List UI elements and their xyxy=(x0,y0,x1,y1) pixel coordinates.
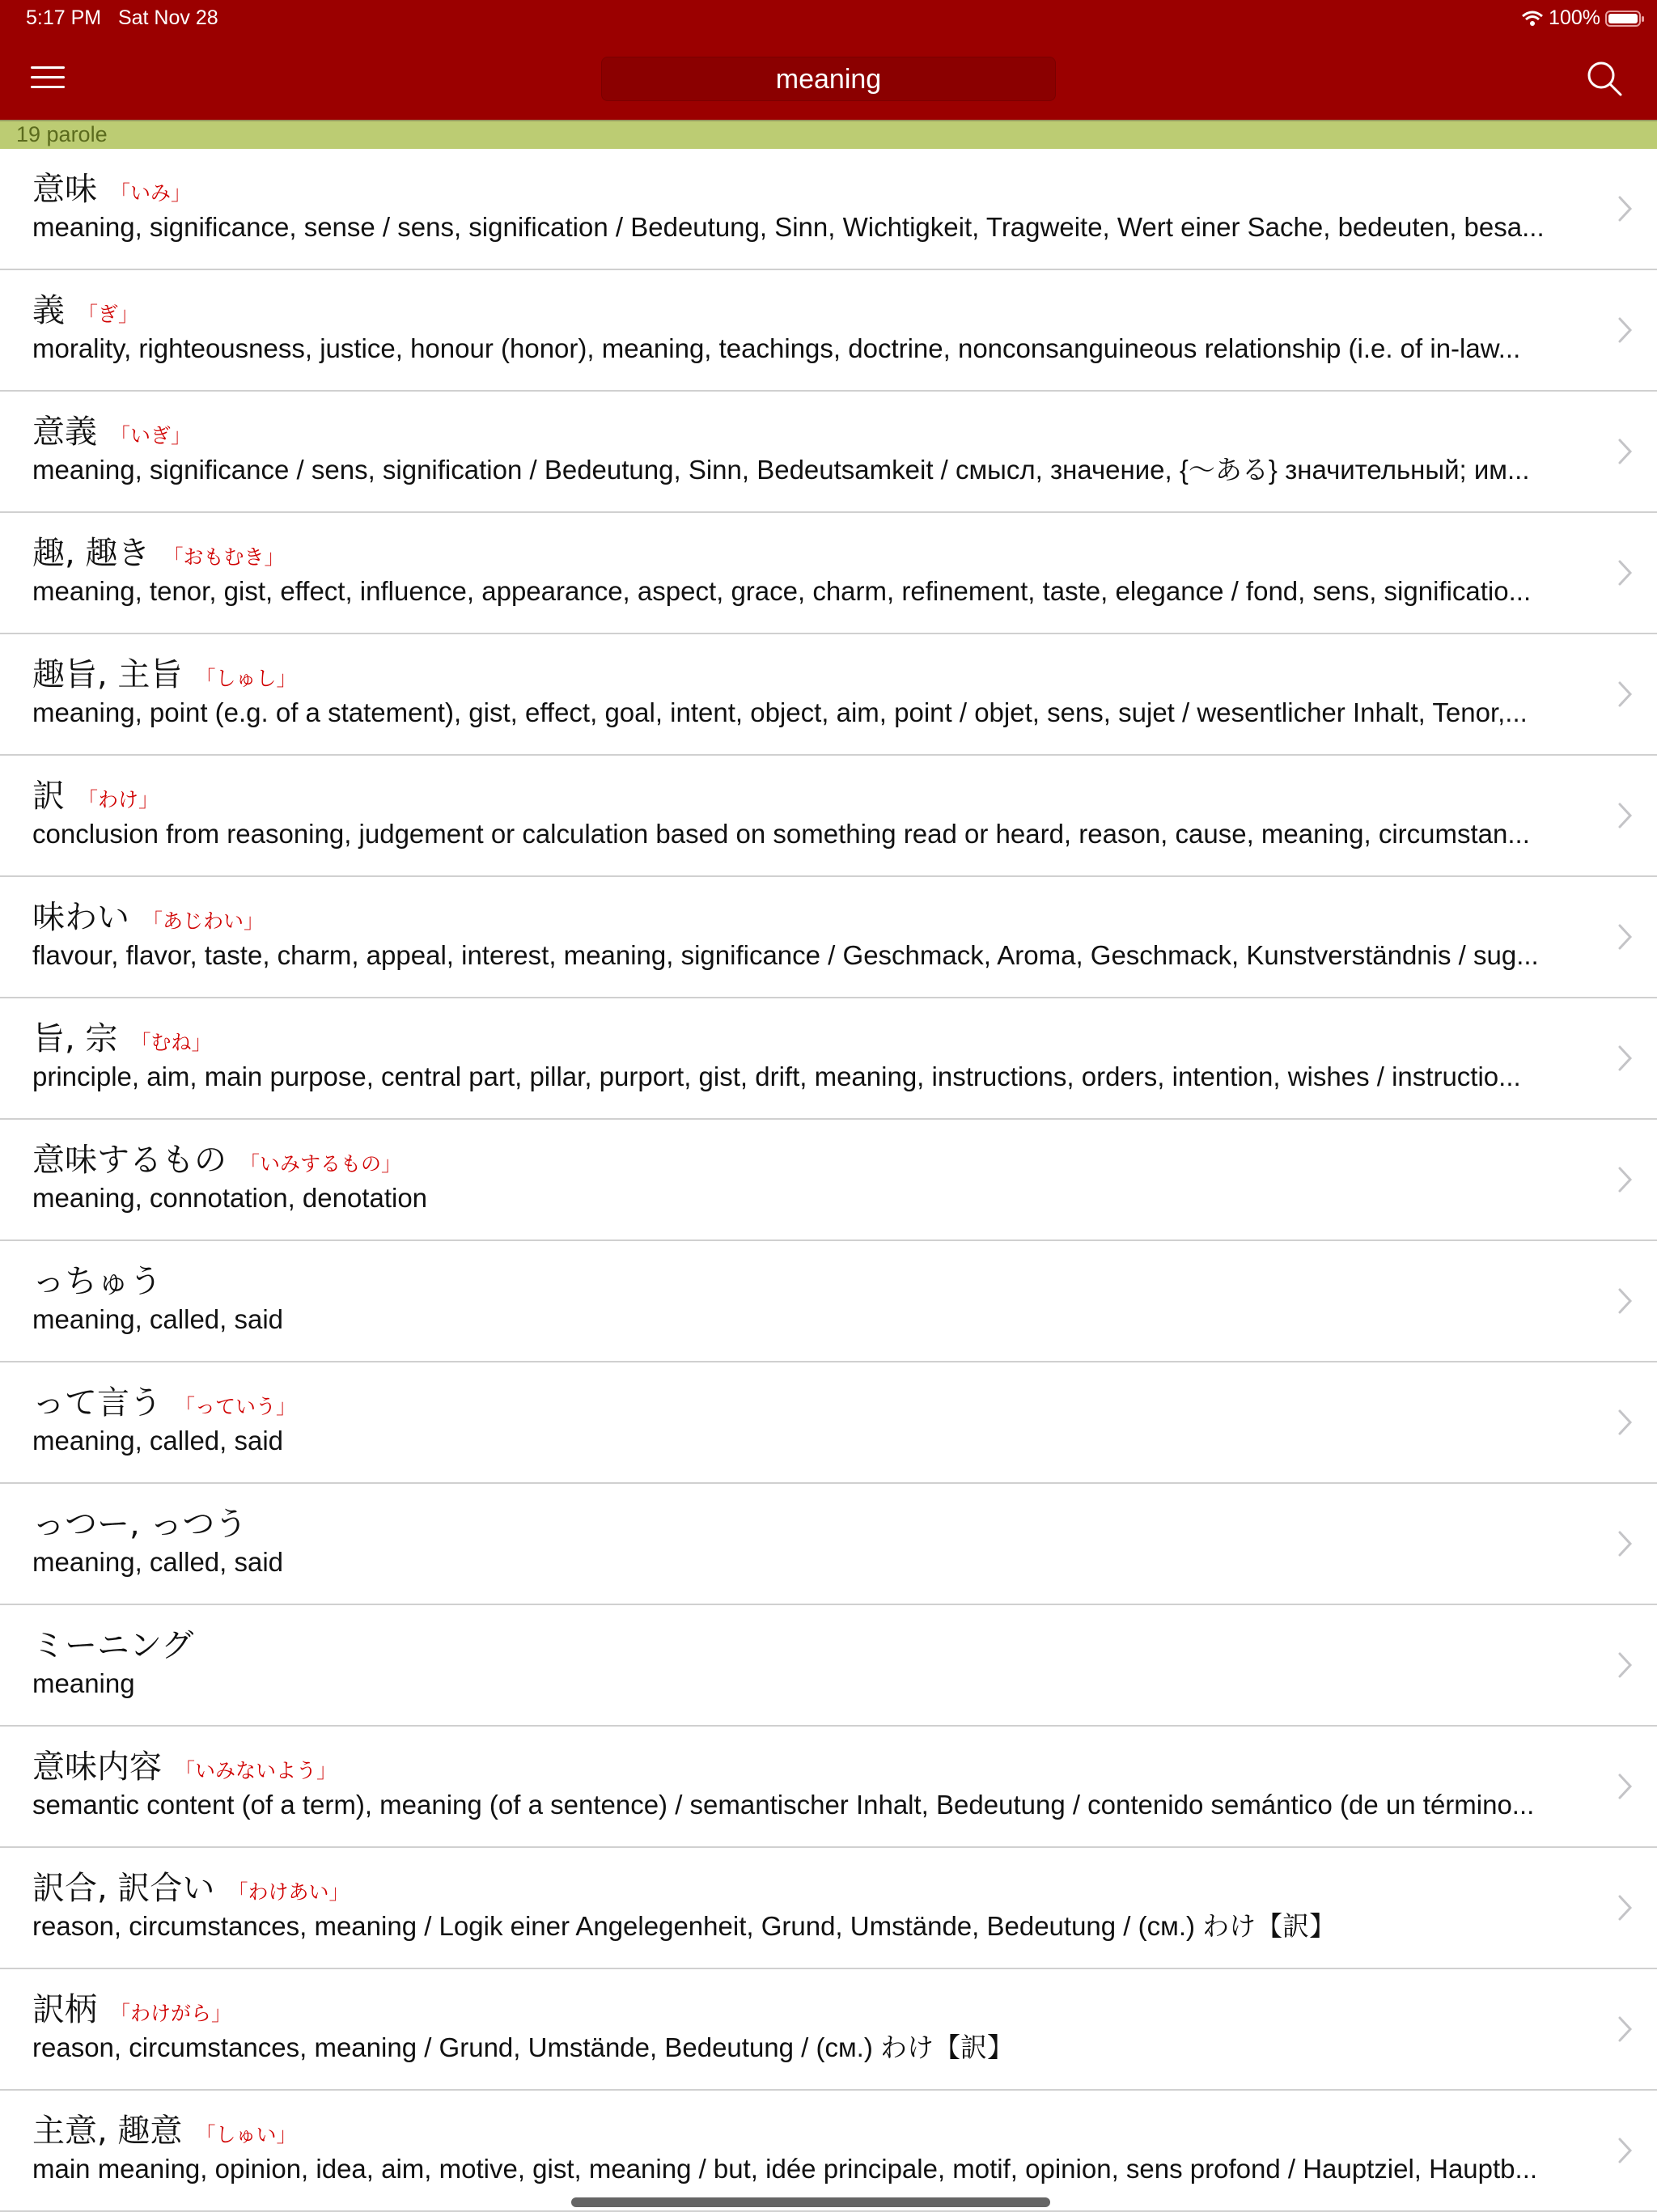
entry-reading: 「わけ」 xyxy=(78,788,159,811)
list-item[interactable] xyxy=(0,1484,1657,1605)
chevron-right-icon xyxy=(1617,1408,1634,1437)
entry-gloss: flavour, flavor, taste, charm, appeal, interest, meaning, significance / Geschmack, Aroma, Geschmack, Kunstverständnis / sug... xyxy=(32,940,1539,970)
list-item[interactable] xyxy=(0,1362,1657,1484)
home-indicator[interactable] xyxy=(571,2197,1050,2207)
menu-button[interactable] xyxy=(31,66,65,91)
entry-reading: 「わけがら」 xyxy=(110,2002,232,2025)
entry-heading xyxy=(32,285,138,331)
chevron-right-icon xyxy=(1617,680,1634,709)
entry-heading xyxy=(32,1498,260,1545)
list-item[interactable] xyxy=(0,1605,1657,1727)
entry-gloss: meaning, significance, sense / sens, signification / Bedeutung, Sinn, Wichtigkeit, Tragweite, Wert einer Sache, bedeuten, besa... xyxy=(32,212,1545,242)
entry-heading xyxy=(32,528,284,574)
entry-reading: 「っていう」 xyxy=(175,1395,297,1418)
entry-reading: 「いみないよう」 xyxy=(175,1759,337,1782)
entry-word: って言う xyxy=(32,1384,162,1422)
entry-gloss: reason, circumstances, meaning / Grund, Umstände, Bedeutung / (см.) わけ【訳】 xyxy=(32,2032,1015,2062)
chevron-right-icon xyxy=(1617,922,1634,951)
entry-gloss: meaning, called, said xyxy=(32,1304,284,1334)
entry-heading xyxy=(32,1013,211,1059)
result-count: 19 parole xyxy=(0,120,1657,149)
chevron-right-icon xyxy=(1617,1893,1634,1922)
entry-heading xyxy=(32,1862,349,1909)
list-item[interactable] xyxy=(0,634,1657,756)
list-item[interactable] xyxy=(0,270,1657,392)
entry-reading: 「あじわい」 xyxy=(142,909,265,933)
entry-reading: 「しゅし」 xyxy=(195,667,297,690)
chevron-right-icon xyxy=(1617,194,1634,223)
entry-word: 訳 xyxy=(32,778,65,815)
entry-word: 趣旨, 主旨 xyxy=(32,656,183,693)
entry-word: 旨, 宗 xyxy=(32,1020,118,1057)
chevron-right-icon xyxy=(1617,1165,1634,1194)
entry-gloss: meaning, called, said xyxy=(32,1547,284,1577)
entry-gloss: conclusion from reasoning, judgement or calculation based on something read or heard, reason, cause, meaning, circumstan... xyxy=(32,819,1530,849)
list-item[interactable] xyxy=(0,998,1657,1120)
list-item[interactable] xyxy=(0,392,1657,513)
entry-word: 意味するもの xyxy=(32,1142,227,1179)
entry-gloss: meaning, significance / sens, signification / Bedeutung, Sinn, Bedeutsamkeit / смысл, значение, {～ある} значительный; им... xyxy=(32,455,1530,485)
entry-word: 訳合, 訳合い xyxy=(32,1870,215,1907)
entry-heading xyxy=(32,1377,296,1423)
results-list xyxy=(0,149,1657,2212)
entry-heading xyxy=(32,1256,175,1302)
chevron-right-icon xyxy=(1617,1651,1634,1680)
navigation-bar xyxy=(0,0,1657,120)
entry-reading: 「わけあい」 xyxy=(227,1880,350,1904)
entry-gloss: meaning, point (e.g. of a statement), gist, effect, goal, intent, object, aim, point / objet, sens, sujet / wesentlicher Inhalt, Tenor,... xyxy=(32,697,1528,727)
entry-heading xyxy=(32,406,191,452)
entry-word: 訳柄 xyxy=(32,1991,97,2028)
entry-reading: 「おもむき」 xyxy=(163,545,285,569)
entry-word: 主意, 趣意 xyxy=(32,2112,183,2150)
chevron-right-icon xyxy=(1617,801,1634,830)
entry-gloss: meaning, connotation, denotation xyxy=(32,1183,428,1213)
entry-heading xyxy=(32,1134,401,1180)
list-item[interactable] xyxy=(0,1969,1657,2091)
status-time-date xyxy=(26,6,218,30)
entry-gloss: semantic content (of a term), meaning (of a sentence) / semantischer Inhalt, Bedeutung / contenido semántico (de un término... xyxy=(32,1790,1535,1820)
entry-gloss: principle, aim, main purpose, central part, pillar, purport, gist, drift, meaning, instructions, orders, intention, wishes / instructio... xyxy=(32,1062,1521,1091)
entry-word: 趣, 趣き xyxy=(32,535,150,572)
chevron-right-icon xyxy=(1617,1044,1634,1073)
entry-heading xyxy=(32,1620,206,1666)
entry-heading xyxy=(32,892,264,938)
status-indicators xyxy=(1521,6,1641,30)
chevron-right-icon xyxy=(1617,1529,1634,1558)
wifi-icon xyxy=(1521,10,1544,28)
list-item[interactable] xyxy=(0,2091,1657,2212)
chevron-right-icon xyxy=(1617,437,1634,466)
entry-reading: 「ぎ」 xyxy=(78,303,139,326)
entry-word: 意義 xyxy=(32,413,97,451)
chevron-right-icon xyxy=(1617,558,1634,587)
entry-reading: 「いみ」 xyxy=(110,181,192,205)
entry-heading xyxy=(32,163,191,210)
entry-word: 意味 xyxy=(32,171,97,208)
battery-percent: 100% xyxy=(1549,6,1600,29)
entry-gloss: morality, righteousness, justice, honour (honor), meaning, teachings, doctrine, nonconsanguineous relationship (i.e. of in-law... xyxy=(32,333,1521,363)
battery-icon xyxy=(1605,11,1641,27)
list-item[interactable] xyxy=(0,1241,1657,1362)
list-item[interactable] xyxy=(0,877,1657,998)
entry-word: 味わい xyxy=(32,899,129,936)
entry-word: ミーニング xyxy=(32,1627,194,1664)
entry-gloss: meaning xyxy=(32,1668,135,1698)
list-item[interactable] xyxy=(0,756,1657,877)
entry-heading xyxy=(32,649,296,695)
entry-gloss: meaning, called, said xyxy=(32,1426,284,1456)
search-input[interactable]: meaning xyxy=(601,57,1056,101)
entry-gloss: meaning, tenor, gist, effect, influence, appearance, aspect, grace, charm, refinement, taste, elegance / fond, sens, significatio... xyxy=(32,576,1532,606)
entry-gloss: reason, circumstances, meaning / Logik einer Angelegenheit, Grund, Umstände, Bedeutung / (см.) わけ【訳】 xyxy=(32,1911,1337,1941)
entry-word: っつー, っつう xyxy=(32,1506,248,1543)
entry-reading: 「いぎ」 xyxy=(110,424,192,447)
entry-word: 義 xyxy=(32,292,65,329)
entry-heading xyxy=(32,770,159,816)
chevron-right-icon xyxy=(1617,1286,1634,1316)
entry-word: っちゅう xyxy=(32,1263,162,1300)
chevron-right-icon xyxy=(1617,1772,1634,1801)
chevron-right-icon xyxy=(1617,316,1634,345)
list-item[interactable] xyxy=(0,1120,1657,1241)
entry-heading xyxy=(32,1741,337,1787)
entry-word: 意味内容 xyxy=(32,1748,162,1786)
list-item[interactable] xyxy=(0,149,1657,270)
entry-reading: 「しゅい」 xyxy=(195,2123,297,2146)
entry-heading xyxy=(32,1984,231,2030)
chevron-right-icon xyxy=(1617,2136,1634,2165)
status-date: Sat Nov 28 xyxy=(117,6,218,29)
list-item[interactable] xyxy=(0,1848,1657,1969)
entry-gloss: main meaning, opinion, idea, aim, motive, gist, meaning / but, idée principale, motif, opinion, sens profond / Hauptziel, Hauptb... xyxy=(32,2154,1538,2184)
list-item[interactable] xyxy=(0,513,1657,634)
status-time: 5:17 PM xyxy=(26,6,102,29)
list-item[interactable] xyxy=(0,1727,1657,1848)
search-icon[interactable] xyxy=(1584,58,1625,99)
entry-reading: 「いみするもの」 xyxy=(239,1152,402,1176)
entry-reading: 「むね」 xyxy=(130,1031,212,1054)
entry-heading xyxy=(32,2105,296,2151)
chevron-right-icon xyxy=(1617,2015,1634,2044)
